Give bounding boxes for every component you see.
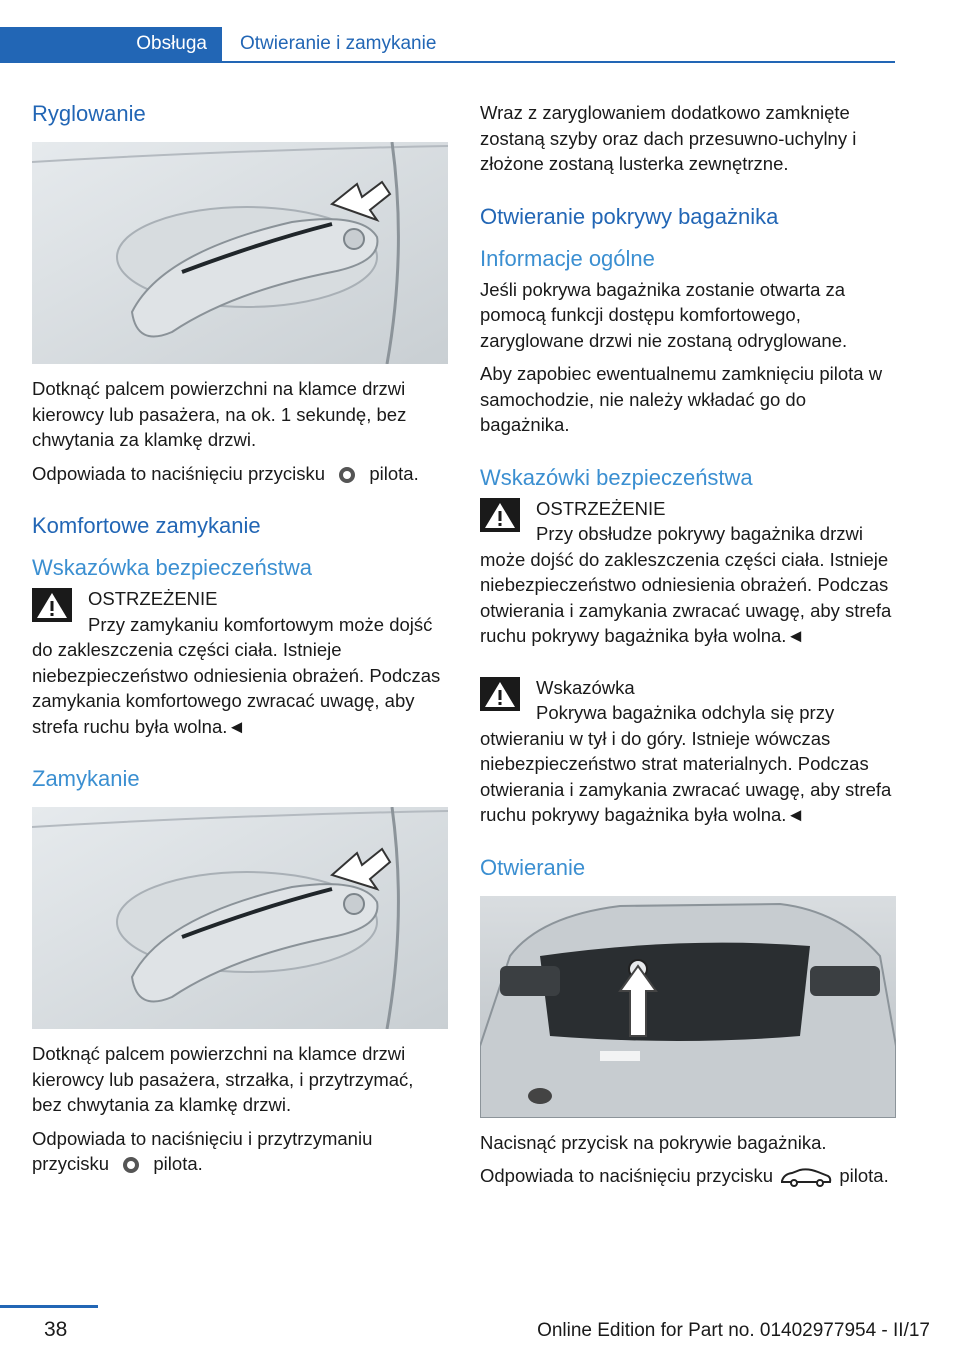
paragraph-text: Odpowiada to naciśnięciu i przytrzymaniu przycisku bbox=[32, 1127, 373, 1174]
warning-box bbox=[480, 496, 896, 649]
note-title: Wskazówka bbox=[536, 676, 635, 698]
door-handle-hold-image bbox=[32, 807, 448, 1029]
heading-ryglowanie: Ryglowanie bbox=[32, 101, 146, 126]
paragraph: Wraz z zaryglowaniem dodatkowo zamknięte zostaną szyby oraz dach przesuwno-uchylny i złożone zostaną lusterka zewnętrzne. bbox=[480, 102, 857, 174]
paragraph-text: pilota. bbox=[839, 1165, 889, 1186]
paragraph: Jeśli pokrywa bagażnika zostanie otwarta za pomocą funkcji dostępu komfortowego, zaryglowane drzwi nie zostaną odryglowane. bbox=[480, 278, 848, 351]
paragraph-text: Odpowiada to naciśnięciu przycisku bbox=[32, 462, 326, 484]
heading-wskazowki: Wskazówki bezpieczeństwa bbox=[480, 464, 753, 490]
heading-otwieranie-pokrywy: Otwieranie pokrywy bagażnika bbox=[480, 203, 779, 229]
paragraph bbox=[480, 1163, 896, 1189]
paragraph: Dotknąć palcem powierzchni na klamce drzwi kierowcy lub pasażera, strzałka, i przytrzymać, bez chwytania za klamkę drzwi. bbox=[32, 1043, 414, 1115]
page-number: 38 bbox=[44, 1318, 68, 1341]
header-rule bbox=[0, 61, 895, 63]
chapter-tab: Obsługa bbox=[0, 27, 222, 61]
paragraph: Dotknąć palcem powierzchni na klamce drzwi kierowcy lub pasażera, na ok. 1 sekundę, bez chwytania za klamkę drzwi. bbox=[32, 378, 407, 450]
paragraph-text: Odpowiada to naciśnięciu przycisku bbox=[480, 1165, 774, 1186]
trunk-lid-image bbox=[480, 896, 896, 1118]
warning-icon bbox=[480, 498, 520, 532]
paragraph: Nacisnąć przycisk na pokrywie bagażnika. bbox=[480, 1131, 827, 1153]
edition-text: Online Edition for Part no. 01402977954 - II/17 bbox=[537, 1320, 930, 1341]
warning-icon bbox=[32, 588, 72, 622]
right-column bbox=[480, 100, 896, 1197]
warning-text: Przy zamykaniu komfortowym może dojść do zakleszczenia części ciała. Istnieje niebezpieczeństwo odniesienia obrażeń. Podczas zamykania komfortowego zwracać uwagę, aby strefa ruchu była wolna.◄ bbox=[32, 613, 441, 737]
lock-button-icon bbox=[114, 1154, 148, 1176]
warning-icon bbox=[480, 677, 520, 711]
footer-rule bbox=[0, 1305, 98, 1308]
warning-box bbox=[32, 586, 448, 739]
left-column bbox=[32, 100, 448, 1185]
section-title: Otwieranie i zamykanie bbox=[240, 33, 437, 54]
paragraph-text: pilota. bbox=[369, 462, 419, 484]
paragraph bbox=[32, 461, 448, 487]
heading-otwieranie: Otwieranie bbox=[480, 854, 586, 880]
car-trunk-button-icon bbox=[778, 1166, 834, 1188]
heading-wskazowka: Wskazówka bezpieczeństwa bbox=[32, 555, 313, 580]
paragraph-text: pilota. bbox=[153, 1153, 203, 1174]
warning-title: OSTRZEŻENIE bbox=[536, 497, 666, 519]
lock-button-icon bbox=[330, 464, 364, 486]
heading-komfortowe-zamykanie: Komfortowe zamykanie bbox=[32, 513, 261, 538]
heading-informacje: Informacje ogólne bbox=[480, 245, 655, 271]
warning-title: OSTRZEŻENIE bbox=[88, 588, 218, 609]
heading-zamykanie: Zamykanie bbox=[32, 766, 140, 791]
note-text: Pokrywa bagażnika odchyla się przy otwieraniu w tył i do góry. Istnieje wówczas niebezpieczeństwo strat materialnych. Podczas otwierania i zamykania zwracać uwagę, aby strefa ruchu pokrywy bagażnika była wolna.◄ bbox=[480, 702, 892, 825]
door-handle-lock-image bbox=[32, 142, 448, 364]
warning-text: Przy obsłudze pokrywy bagażnika drzwi może dojść do zakleszczenia części ciała. Istnieje niebezpieczeństwo odniesienia obrażeń. Podczas otwierania i zamykania zwracać uwagę, aby strefa ruchu pokrywy bagażnika była wolna.◄ bbox=[480, 523, 892, 646]
paragraph bbox=[32, 1126, 448, 1177]
paragraph: Aby zapobiec ewentualnemu zamknięciu pilota w samochodzie, nie należy wkładać go do bagażnika. bbox=[480, 363, 883, 435]
page-header bbox=[0, 27, 895, 64]
note-box bbox=[480, 675, 896, 828]
